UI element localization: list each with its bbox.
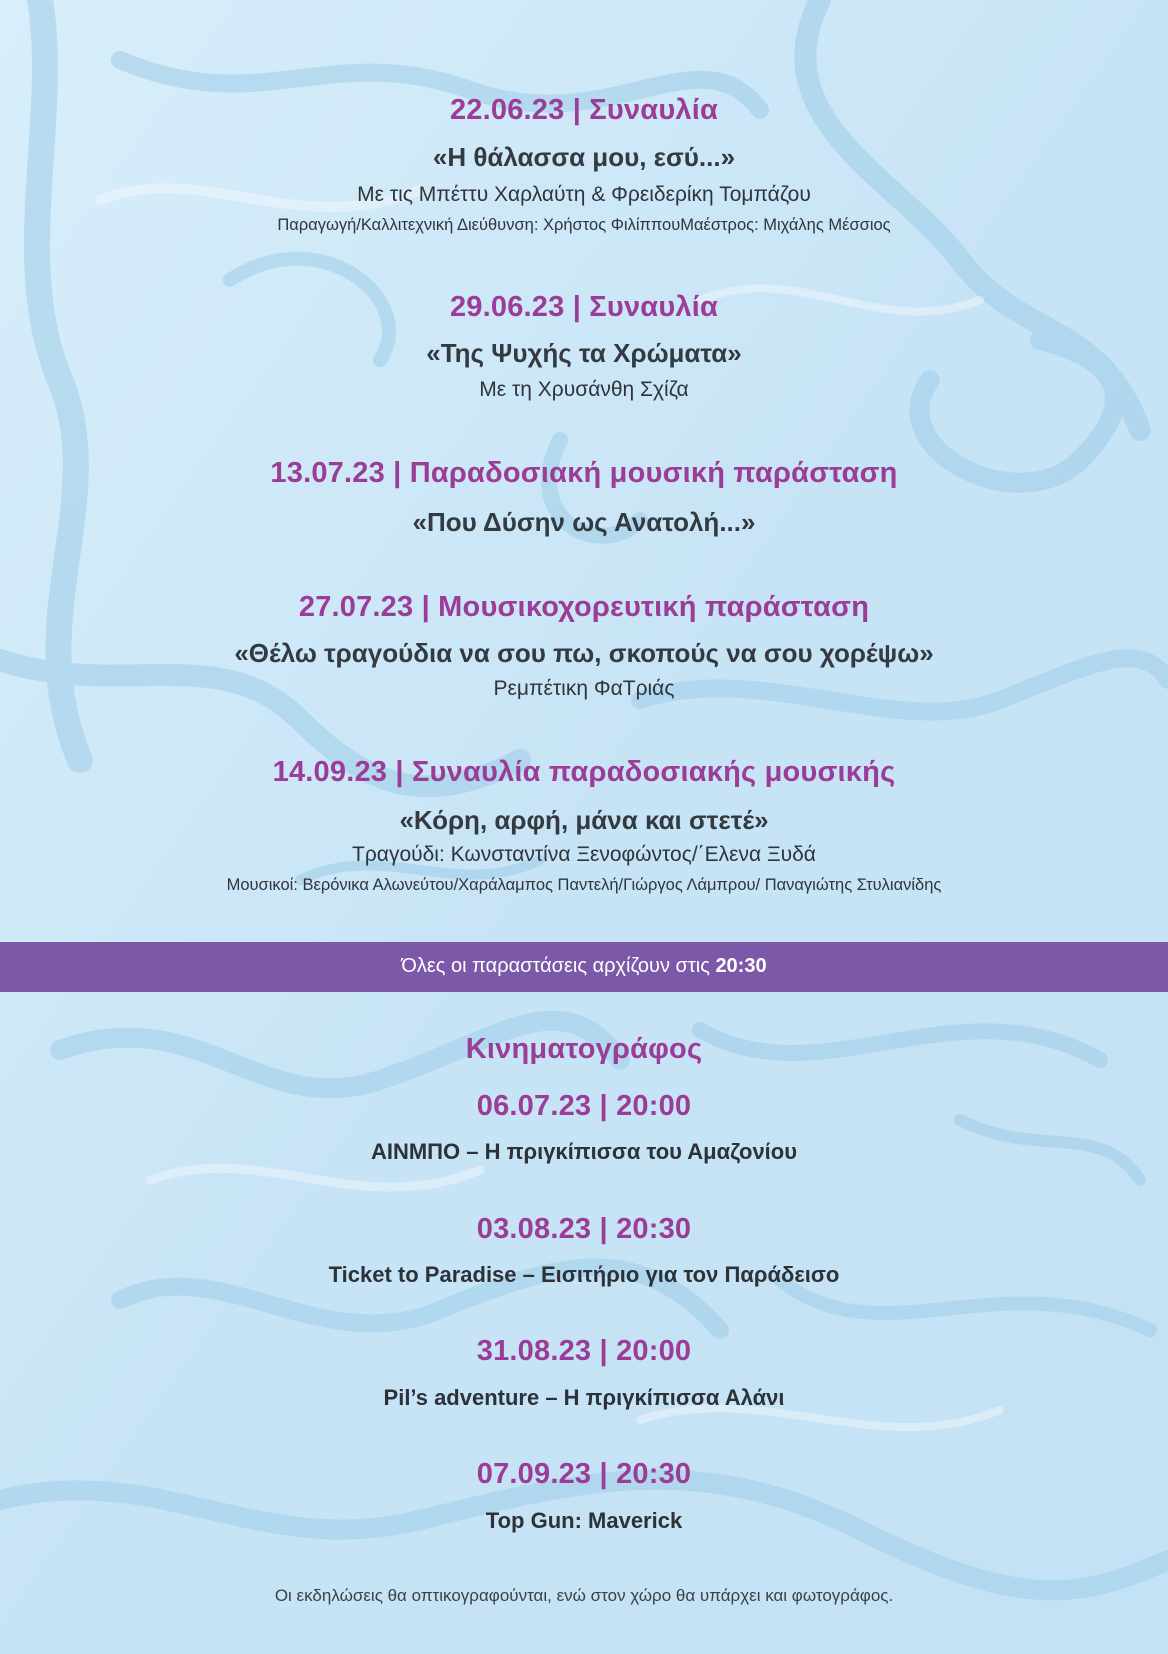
event-4-performers: Ρεμπέτικη ΦαΤριάς bbox=[493, 677, 675, 700]
event-1-date: 22.06.23 | Συναυλία bbox=[449, 94, 719, 126]
banner-label: Όλες οι παραστάσεις αρχίζουν στις bbox=[401, 955, 716, 977]
event-5-title: «Κόρη, αρφή, μάνα και στετέ» bbox=[399, 805, 769, 835]
event-2-title: «Της Ψυχής τα Χρώματα» bbox=[426, 338, 742, 368]
event-2-date: 29.06.23 | Συναυλία bbox=[449, 291, 719, 323]
start-time-banner-text bbox=[0, 955, 1168, 978]
event-3-title: «Που Δύσην ως Ανατολή...» bbox=[412, 507, 756, 537]
banner-time: 20:30 bbox=[715, 955, 767, 977]
screening-1-title: ΑΙΝΜΠΟ – Η πριγκίπισσα του Αμαζονίου bbox=[370, 1139, 798, 1164]
event-4-date: 27.07.23 | Μουσικοχορευτική παράσταση bbox=[298, 591, 870, 623]
event-5-date: 14.09.23 | Συναυλία παραδοσιακής μουσικής bbox=[272, 756, 896, 788]
event-3-date: 13.07.23 | Παραδοσιακή μουσική παράσταση bbox=[270, 457, 898, 489]
screening-2-title: Ticket to Paradise – Εισιτήριο για τον Παράδεισο bbox=[328, 1262, 840, 1287]
cinema-heading: Κινηματογράφος bbox=[465, 1033, 703, 1065]
footer-note: Οι εκδηλώσεις θα οπτικογραφούνται, ενώ στον χώρο θα υπάρχει και φωτογράφος. bbox=[274, 1586, 894, 1605]
event-5-credits: Μουσικοί: Βερόνικα Αλωνεύτου/Χαράλαμπος Παντελή/Γιώργος Λάμπρου/ Παναγιώτης Στυλιανίδης bbox=[226, 876, 942, 894]
event-2-performers: Με τη Χρυσάνθη Σχίζα bbox=[479, 378, 689, 401]
event-1-title: «Η θάλασσα μου, εσύ...» bbox=[432, 142, 736, 172]
screening-4-title: Top Gun: Maverick bbox=[485, 1508, 683, 1533]
screening-1-date: 06.07.23 | 20:00 bbox=[476, 1090, 692, 1122]
event-5-performers: Τραγούδι: Κωνσταντίνα Ξενοφώντος/΄Ελενα Ξυδά bbox=[352, 843, 816, 866]
event-1-performers: Με τις Μπέττυ Χαρλαύτη & Φρειδερίκη Τομπάζου bbox=[357, 183, 811, 206]
screening-2-date: 03.08.23 | 20:30 bbox=[476, 1213, 692, 1245]
screening-3-title: Pil’s adventure – Η πριγκίπισσα Αλάνι bbox=[383, 1385, 785, 1410]
screening-4-date: 07.09.23 | 20:30 bbox=[476, 1458, 692, 1490]
event-1-credits: Παραγωγή/Καλλιτεχνική Διεύθυνση: Χρήστος ΦιλίππουΜαέστρος: Μιχάλης Μέσσιος bbox=[277, 216, 891, 234]
event-4-title: «Θέλω τραγούδια να σου πω, σκοπούς να σου χορέψω» bbox=[234, 638, 934, 668]
screening-3-date: 31.08.23 | 20:00 bbox=[476, 1335, 692, 1367]
